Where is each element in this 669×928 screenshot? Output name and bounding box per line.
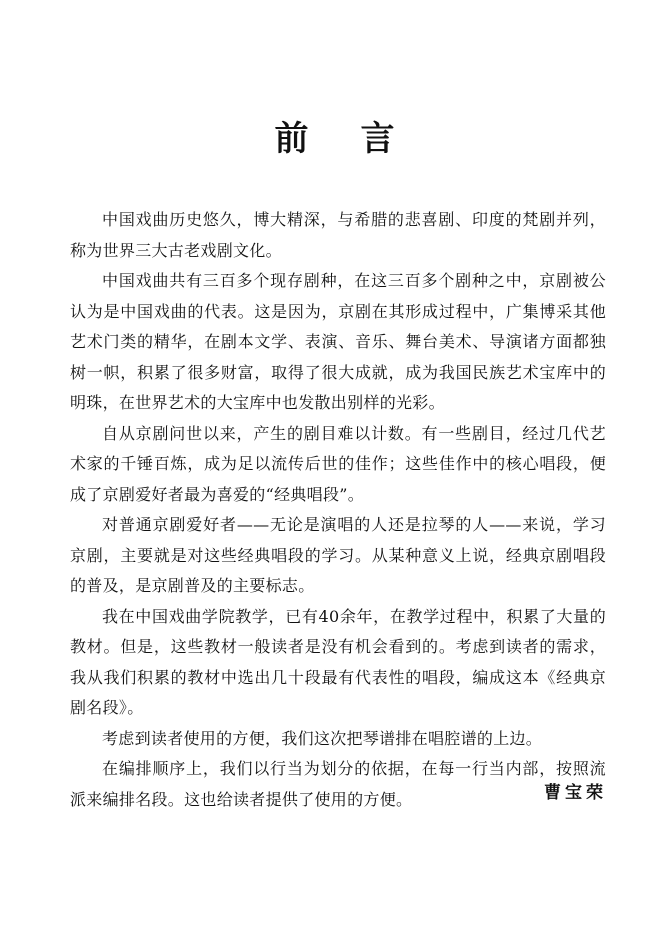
paragraph-4: 对普通京剧爱好者——无论是演唱的人还是拉琴的人——来说，学习京剧，主要就是对这些经典唱段的学习。从某种意义上说，经典京剧唱段的普及，是京剧普及的主要标志。 [70, 515, 606, 595]
paragraph-2: 中国戏曲共有三百多个现存剧种，在这三百多个剧种之中，京剧被公认为是中国戏曲的代表。这是因为，京剧在其形成过程中，广集博采其他艺术门类的精华，在剧本文学、表演、音乐、舞台美术、导演诸方面都独树一帜，积累了很多财富，取得了很大成就，成为我国民族艺术宝库中的明珠，在世界艺术的大宝库中也发散出别样的光彩。 [70, 271, 606, 412]
paragraph-3: 自从京剧问世以来，产生的剧目难以计数。有一些剧目，经过几代艺术家的千锤百炼，成为足以流传后世的佳作；这些佳作中的核心唱段，便成了京剧爱好者最为喜爱的“经典唱段”。 [70, 423, 606, 504]
page-title: 前言 [274, 118, 447, 159]
paragraph-7: 在编排顺序上，我们以行当为划分的依据，在每一行当内部，按照流派来编排名段。这也给读者提供了使用的方便。 [70, 759, 606, 809]
author-signature: 曹宝荣 [544, 783, 607, 803]
paragraph-1: 中国戏曲历史悠久，博大精深，与希腊的悲喜剧、印度的梵剧并列，称为世界三大古老戏剧文化。 [70, 210, 606, 260]
paragraph-6: 考虑到读者使用的方便，我们这次把琴谱排在唱腔谱的上边。 [102, 728, 543, 748]
preface-body [70, 205, 606, 815]
paragraph-5: 我在中国戏曲学院教学，已有40余年，在教学过程中，积累了大量的教材。但是，这些教材一般读者是没有机会看到的。考虑到读者的需求，我从我们积累的教材中选出几十段最有代表性的唱段，编成这本《经典京剧名段》。 [70, 606, 606, 717]
